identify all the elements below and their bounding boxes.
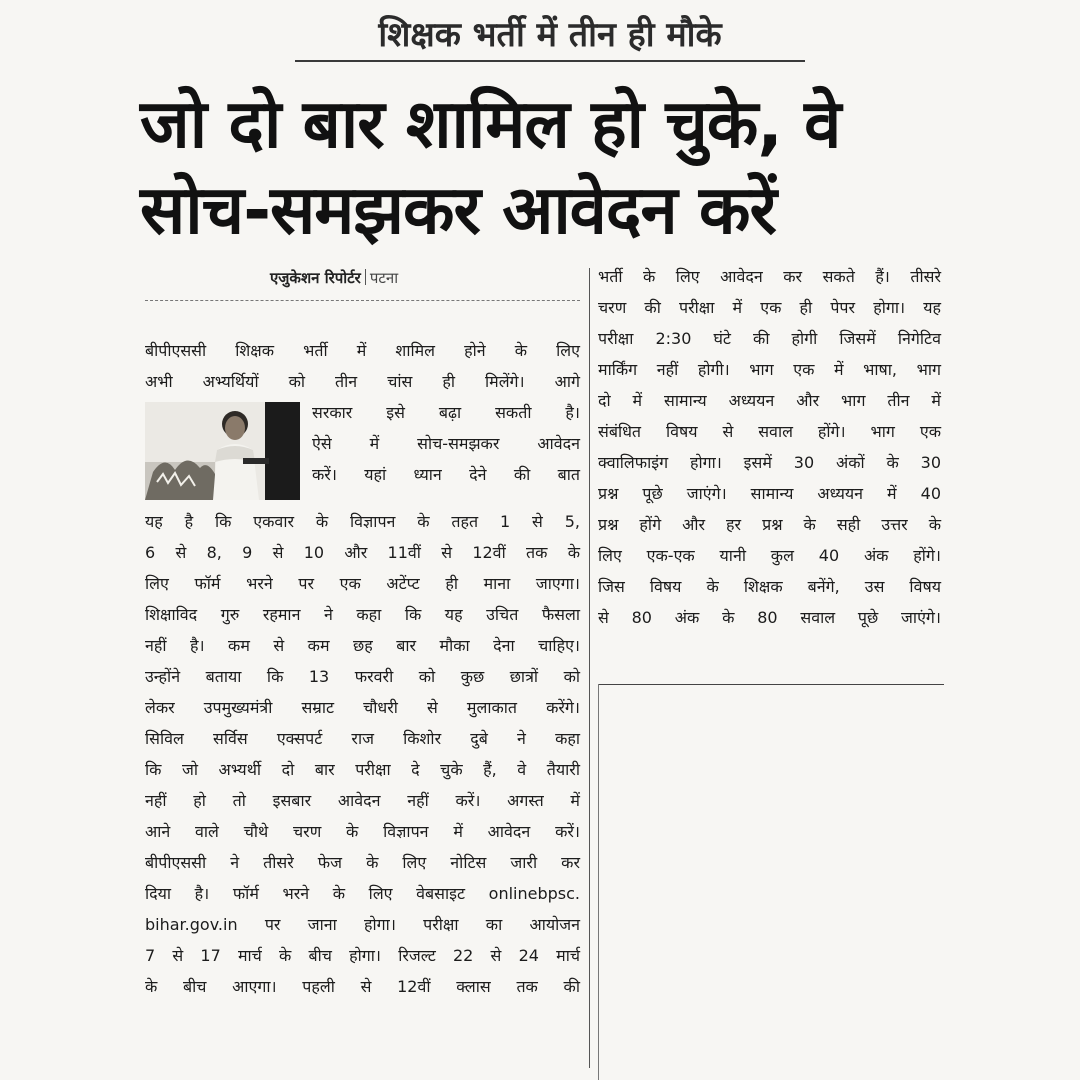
col2-line: मार्किंग नहीं होगी। भाग एक में भाषा, भाग bbox=[598, 360, 941, 379]
column-2-lower-divider bbox=[598, 684, 599, 1080]
col2-line: भर्ती के लिए आवेदन कर सकते हैं। तीसरे bbox=[598, 267, 941, 286]
col1-line: शिक्षाविद गुरु रहमान ने कहा कि यह उचित फैसला bbox=[145, 605, 580, 624]
col2-line: क्वालिफाइंग होगा। इसमें 30 अंकों के 30 bbox=[598, 453, 941, 472]
headline-line-1: जो दो बार शामिल हो चुके, वे bbox=[140, 85, 841, 163]
byline-separator bbox=[365, 269, 366, 285]
col1-line: आने वाले चौथे चरण के विज्ञापन में आवेदन करें। bbox=[145, 822, 580, 841]
col1-line: नहीं हो तो इसबार आवेदन नहीं करें। अगस्त में bbox=[145, 791, 580, 810]
byline-city: पटना bbox=[369, 269, 399, 287]
col1-line: के बीच आएगा। पहली से 12वीं क्लास तक की bbox=[145, 977, 580, 996]
col1-line: 7 से 17 मार्च के बीच होगा। रिजल्ट 22 से 24 मार्च bbox=[145, 946, 580, 965]
col1-line: सरकार इसे बढ़ा सकती है। bbox=[312, 403, 580, 422]
col1-line: सिविल सर्विस एक्सपर्ट राज किशोर दुबे ने कहा bbox=[145, 729, 580, 748]
col2-line: लिए एक-एक यानी कुल 40 अंक होंगे। bbox=[598, 546, 941, 565]
col2-line: परीक्षा 2:30 घंटे की होगी जिसमें निगेटिव bbox=[598, 329, 941, 348]
col1-line: उन्होंने बताया कि 13 फरवरी को कुछ छात्रों को bbox=[145, 667, 580, 686]
col1-line: ऐसे में सोच-समझकर आवेदन bbox=[312, 434, 580, 453]
col1-line: बीपीएससी शिक्षक भर्ती में शामिल होने के लिए bbox=[145, 341, 580, 360]
col1-line: करें। यहां ध्यान देने की बात bbox=[312, 465, 580, 484]
col1-line: दिया है। फॉर्म भरने के लिए वेबसाइट onlinebpsc. bbox=[145, 884, 580, 903]
byline-reporter: एजुकेशन रिपोर्टर bbox=[270, 269, 361, 287]
col1-line: लिए फॉर्म भरने पर एक अटेंप्ट ही माना जाएगा। bbox=[145, 574, 580, 593]
col1-line: 6 से 8, 9 से 10 और 11वीं से 12वीं तक के bbox=[145, 543, 580, 562]
col2-line: प्रश्न होंगे और हर प्रश्न के सही उत्तर के bbox=[598, 515, 941, 534]
col2-line: दो में सामान्य अध्ययन और भाग तीन में bbox=[598, 391, 941, 410]
col1-line: नहीं है। कम से कम छह बार मौका देना चाहिए। bbox=[145, 636, 580, 655]
headline-line-2: सोच-समझकर आवेदन करें bbox=[140, 171, 776, 249]
col2-line: से 80 अंक के 80 सवाल पूछे जाएंगे। bbox=[598, 608, 941, 627]
kicker-heading: शिक्षक भर्ती में तीन ही मौके bbox=[378, 15, 722, 55]
column-divider bbox=[589, 268, 590, 1068]
col1-line: यह है कि एकवार के विज्ञापन के तहत 1 से 5, bbox=[145, 512, 580, 531]
person-photo bbox=[145, 402, 300, 500]
col1-line: अभी अभ्यर्थियों को तीन चांस ही मिलेंगे। आगे bbox=[145, 372, 580, 391]
col2-line: प्रश्न पूछे जाएंगे। सामान्य अध्ययन में 40 bbox=[598, 484, 941, 503]
col1-line: लेकर उपमुख्यमंत्री सम्राट चौधरी से मुलाकात करेंगे। bbox=[145, 698, 580, 717]
col2-line: संबंधित विषय से सवाल होंगे। भाग एक bbox=[598, 422, 941, 441]
person-photo-image bbox=[145, 402, 300, 500]
col1-line: bihar.gov.in पर जाना होगा। परीक्षा का आयोजन bbox=[145, 915, 580, 934]
byline bbox=[270, 268, 398, 288]
col2-line: जिस विषय के शिक्षक बनेंगे, उस विषय bbox=[598, 577, 941, 596]
col2-line: चरण की परीक्षा में एक ही पेपर होगा। यह bbox=[598, 298, 941, 317]
byline-divider bbox=[145, 300, 580, 301]
column-2-end-rule bbox=[598, 684, 944, 685]
col1-line: कि जो अभ्यर्थी दो बार परीक्षा दे चुके हैं, वे तैयारी bbox=[145, 760, 580, 779]
kicker-underline bbox=[295, 60, 805, 62]
col1-line: बीपीएससी ने तीसरे फेज के लिए नोटिस जारी कर bbox=[145, 853, 580, 872]
